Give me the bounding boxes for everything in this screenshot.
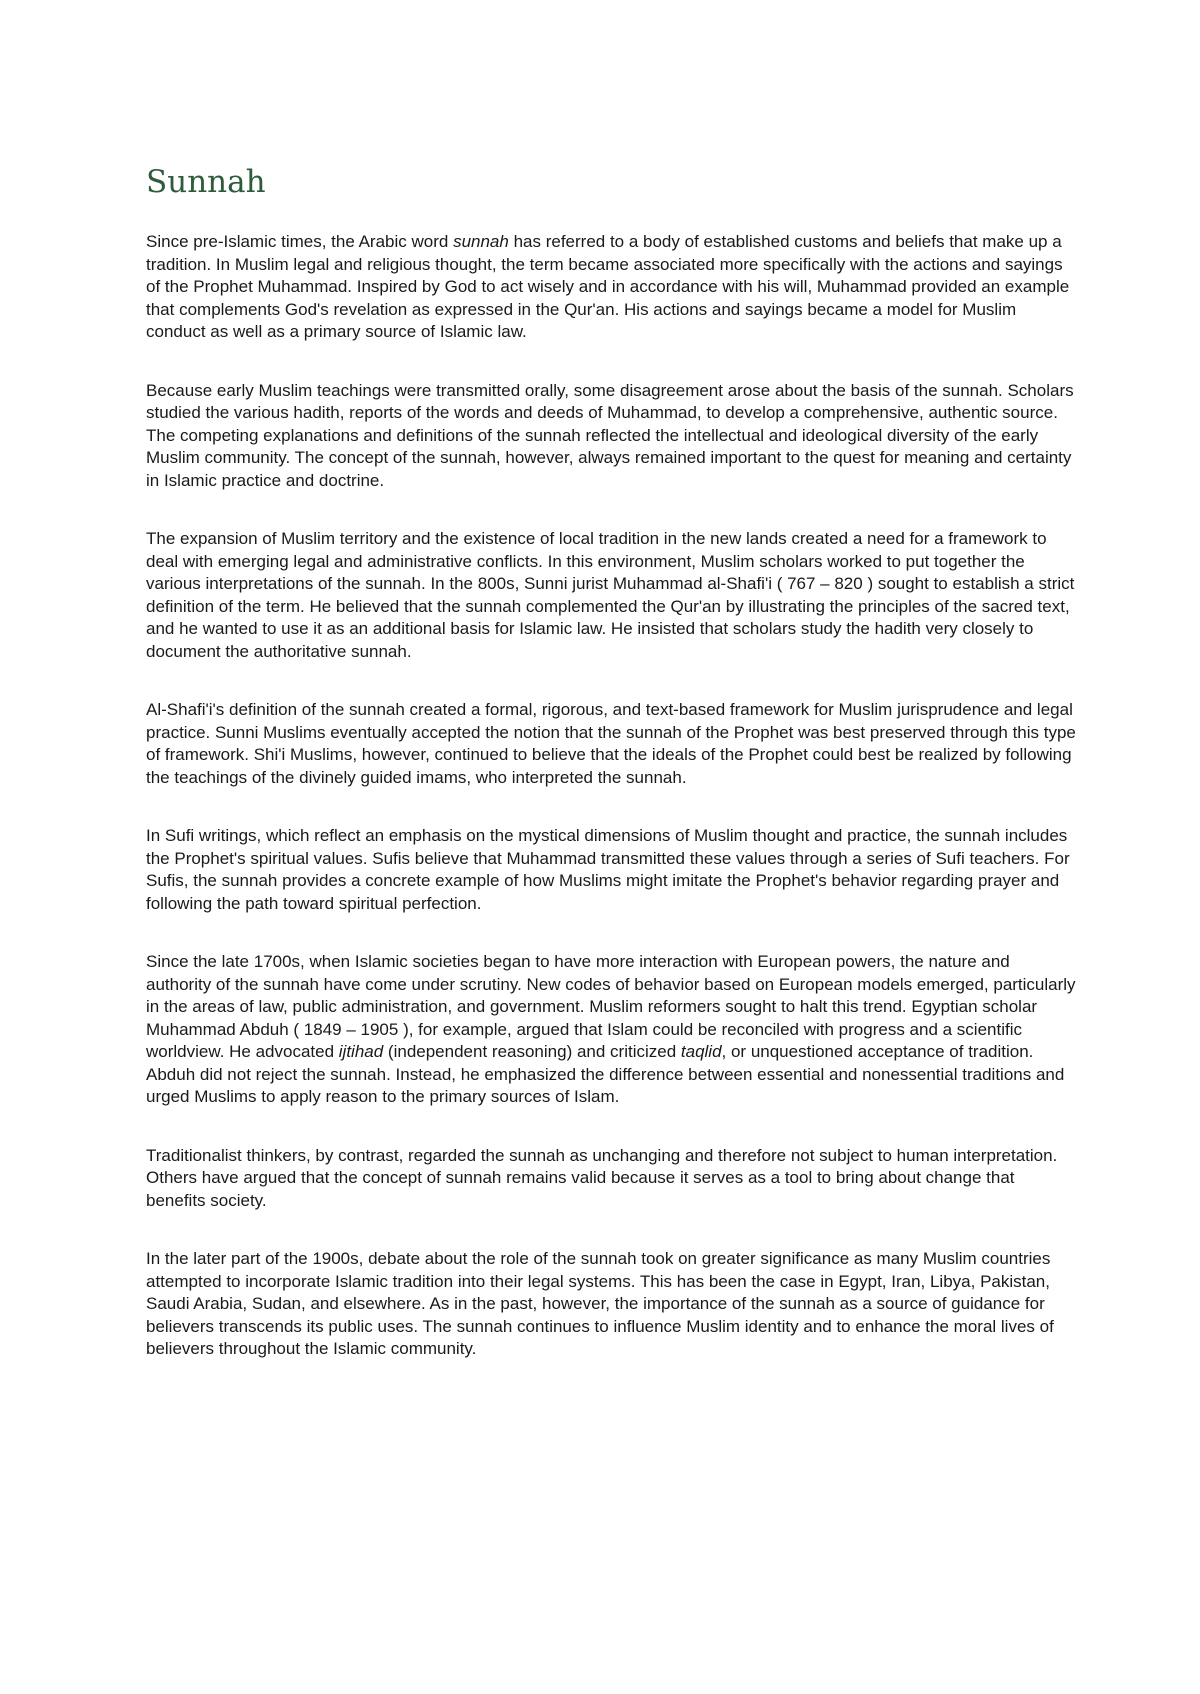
paragraph-6-text-b: (independent reasoning) and criticized: [383, 1042, 681, 1062]
paragraph-2: Because early Muslim teachings were transmitted orally, some disagreement arose about the basis of the sunnah. Scholars studied the various hadith, reports of the words and deeds of Muhammad, to develop a comprehensive, authentic source. The competing explanations and definitions of the sunnah reflected the intellectual and ideological diversity of the early Muslim community. The concept of the sunnah, however, always remained important to the quest for meaning and certainty in Islamic practice and doctrine.: [146, 380, 1074, 490]
paragraph-7: Traditionalist thinkers, by contrast, regarded the sunnah as unchanging and therefore not subject to human interpretation. Others have argued that the concept of sunnah remains valid because it serves as a tool to bring about change that benefits society.: [146, 1145, 1058, 1210]
paragraph-6-text-c: , or unquestioned acceptance of tradition. Abduh did not reject the sunnah. Instead, he emphasized the difference between essential and nonessential traditions and urged Muslims to apply reason to the primary sources of Islam.: [146, 1042, 1065, 1107]
paragraph-6-text-a: Since the late 1700s, when Islamic societies began to have more interaction with European powers, the nature and authority of the sunnah have come under scrutiny. New codes of behavior based on European models emerged, particularly in the areas of law, public administration, and government. Muslim reformers sought to halt this trend. Egyptian scholar Muhammad Abduh ( 1849 – 1905 ), for example, argued that Islam could be reconciled with progress and a scientific worldview. He advocated: [146, 952, 1076, 1062]
paragraph-8: In the later part of the 1900s, debate about the role of the sunnah took on greater significance as many Muslim countries attempted to incorporate Islamic tradition into their legal systems. This has been the case in Egypt, Iran, Libya, Pakistan, Saudi Arabia, Sudan, and elsewhere. As in the past, however, the importance of the sunnah as a source of guidance for believers transcends its public uses. The sunnah continues to influence Muslim identity and to enhance the moral lives of believers throughout the Islamic community.: [146, 1249, 1054, 1359]
paragraph-1-text-b: has referred to a body of established customs and beliefs that make up a tradition. In Muslim legal and religious thought, the term became associated more specifically with the actions and sayings of the Prophet Muhammad. Inspired by God to act wisely and in accordance with his will, Muhammad provided an example that complements God's revelation as expressed in the Qur'an. His actions and sayings became a model for Muslim conduct as well as a primary source of Islamic law.: [146, 232, 1070, 342]
document-page: [146, 164, 1076, 1397]
paragraph-1-text-a: Since pre-Islamic times, the Arabic word: [146, 232, 454, 252]
paragraph-3: The expansion of Muslim territory and the existence of local tradition in the new lands created a need for a framework to deal with emerging legal and administrative conflicts. In this environment, Muslim scholars worked to put together the various interpretations of the sunnah. In the 800s, Sunni jurist Muhammad al-Shafi'i ( 767 – 820 ) sought to establish a strict definition of the term. He believed that the sunnah complemented the Qur'an by illustrating the principles of the sacred text, and he wanted to use it as an additional basis for Islamic law. He insisted that scholars study the hadith very closely to document the authoritative sunnah.: [146, 529, 1075, 661]
term-sunnah: sunnah: [453, 232, 509, 252]
term-taqlid: taqlid: [680, 1042, 722, 1062]
paragraph-1: [146, 231, 1076, 344]
term-ijtihad: ijtihad: [338, 1042, 384, 1062]
paragraph-6: [146, 951, 1076, 1109]
paragraph-4: Al-Shafi'i's definition of the sunnah created a formal, rigorous, and text-based framework for Muslim jurisprudence and legal practice. Sunni Muslims eventually accepted the notion that the sunnah of the Prophet was best preserved through this type of framework. Shi'i Muslims, however, continued to believe that the ideals of the Prophet could best be realized by following the teachings of the divinely guided imams, who interpreted the sunnah.: [146, 700, 1076, 787]
document-title: Sunnah: [146, 164, 266, 200]
paragraph-5: In Sufi writings, which reflect an emphasis on the mystical dimensions of Muslim thought and practice, the sunnah includes the Prophet's spiritual values. Sufis believe that Muhammad transmitted these values through a series of Sufi teachers. For Sufis, the sunnah provides a concrete example of how Muslims might imitate the Prophet's behavior regarding prayer and following the path toward spiritual perfection.: [146, 826, 1070, 913]
